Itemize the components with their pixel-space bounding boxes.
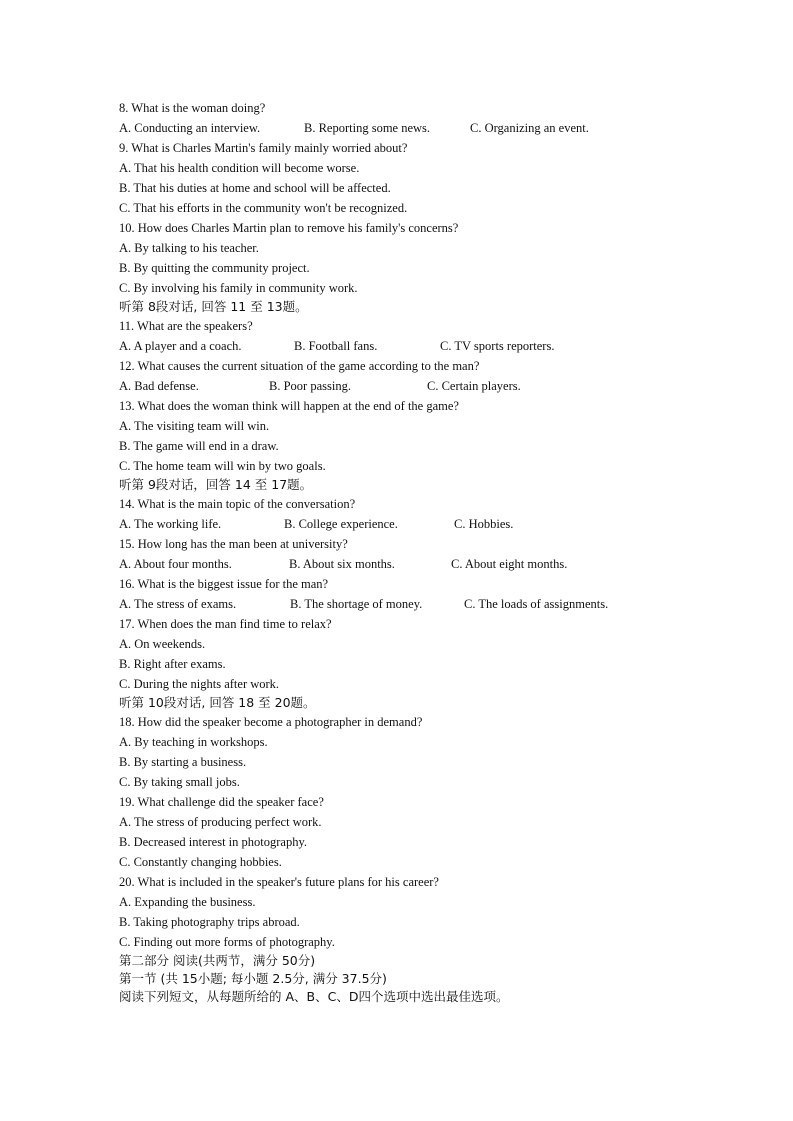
option-text: C. Finding out more forms of photography. [119, 935, 335, 949]
option-text: B. Taking photography trips abroad. [119, 915, 300, 929]
option-text: C. TV sports reporters. [440, 339, 555, 353]
option-text: C. During the nights after work. [119, 677, 280, 691]
question-text: 17. When does the man find time to relax? [119, 617, 332, 631]
option-text: B. Football fans. [294, 339, 378, 353]
section-instruction: 第二部分 阅读(共两节，满分 50分) [119, 953, 316, 968]
section-instruction: 听第 9段对话，回答 14 至 17题。 [119, 477, 313, 492]
option-text: A. The visiting team will win. [119, 419, 270, 433]
option-text: C. By taking small jobs. [119, 775, 240, 789]
options-row [119, 336, 719, 356]
option-text: B. The shortage of money. [290, 597, 423, 611]
option-text: C. The loads of assignments. [464, 597, 609, 611]
option-text: A. Expanding the business. [119, 895, 256, 909]
option-text: B. Poor passing. [269, 379, 351, 393]
option-text: B. The game will end in a draw. [119, 439, 279, 453]
option-text: A. By talking to his teacher. [119, 241, 259, 255]
option-text: A. On weekends. [119, 637, 206, 651]
option-text: B. Right after exams. [119, 657, 226, 671]
section-instruction: 听第 10段对话, 回答 18 至 20题。 [119, 695, 316, 710]
question-text: 9. What is Charles Martin's family mainly worried about? [119, 141, 408, 155]
option-text: C. Hobbies. [454, 517, 514, 531]
option-text: A. By teaching in workshops. [119, 735, 268, 749]
option-text: A. Conducting an interview. [119, 121, 261, 135]
question-text: 15. How long has the man been at university? [119, 537, 348, 551]
document-page [119, 98, 719, 1006]
option-text: B. Decreased interest in photography. [119, 835, 308, 849]
question-text: 11. What are the speakers? [119, 319, 253, 333]
question-text: 13. What does the woman think will happen at the end of the game? [119, 399, 459, 413]
question-text: 19. What challenge did the speaker face? [119, 795, 324, 809]
section-instruction: 第一节 (共 15小题; 每小题 2.5分, 满分 37.5分) [119, 971, 387, 986]
option-text: B. That his duties at home and school will be affected. [119, 181, 391, 195]
option-text: A. About four months. [119, 557, 232, 571]
options-row [119, 594, 719, 614]
question-text: 12. What causes the current situation of the game according to the man? [119, 359, 480, 373]
option-text: B. Reporting some news. [304, 121, 431, 135]
question-text: 18. How did the speaker become a photographer in demand? [119, 715, 423, 729]
option-text: C. Certain players. [427, 379, 521, 393]
option-text: A. A player and a coach. [119, 339, 242, 353]
option-text: A. That his health condition will become worse. [119, 161, 360, 175]
option-text: C. The home team will win by two goals. [119, 459, 326, 473]
option-text: C. By involving his family in community work. [119, 281, 358, 295]
options-row [119, 376, 719, 396]
options-row [119, 118, 719, 138]
option-text: C. That his efforts in the community won't be recognized. [119, 201, 408, 215]
question-text: 8. What is the woman doing? [119, 101, 266, 115]
question-text: 16. What is the biggest issue for the man? [119, 577, 329, 591]
option-text: A. The stress of producing perfect work. [119, 815, 322, 829]
question-text: 14. What is the main topic of the conversation? [119, 497, 356, 511]
option-text: C. Constantly changing hobbies. [119, 855, 282, 869]
option-text: A. The working life. [119, 517, 222, 531]
option-text: C. About eight months. [451, 557, 568, 571]
option-text: A. The stress of exams. [119, 597, 237, 611]
options-row [119, 554, 719, 574]
option-text: C. Organizing an event. [470, 121, 589, 135]
option-text: B. By starting a business. [119, 755, 247, 769]
section-instruction: 阅读下列短文，从每题所给的 A、B、C、D四个选项中选出最佳选项。 [119, 989, 509, 1004]
option-text: A. Bad defense. [119, 379, 199, 393]
section-instruction: 听第 8段对话, 回答 11 至 13题。 [119, 299, 308, 314]
question-text: 20. What is included in the speaker's future plans for his career? [119, 875, 439, 889]
option-text: B. College experience. [284, 517, 398, 531]
question-text: 10. How does Charles Martin plan to remove his family's concerns? [119, 221, 459, 235]
option-text: B. By quitting the community project. [119, 261, 310, 275]
options-row [119, 514, 719, 534]
option-text: B. About six months. [289, 557, 395, 571]
